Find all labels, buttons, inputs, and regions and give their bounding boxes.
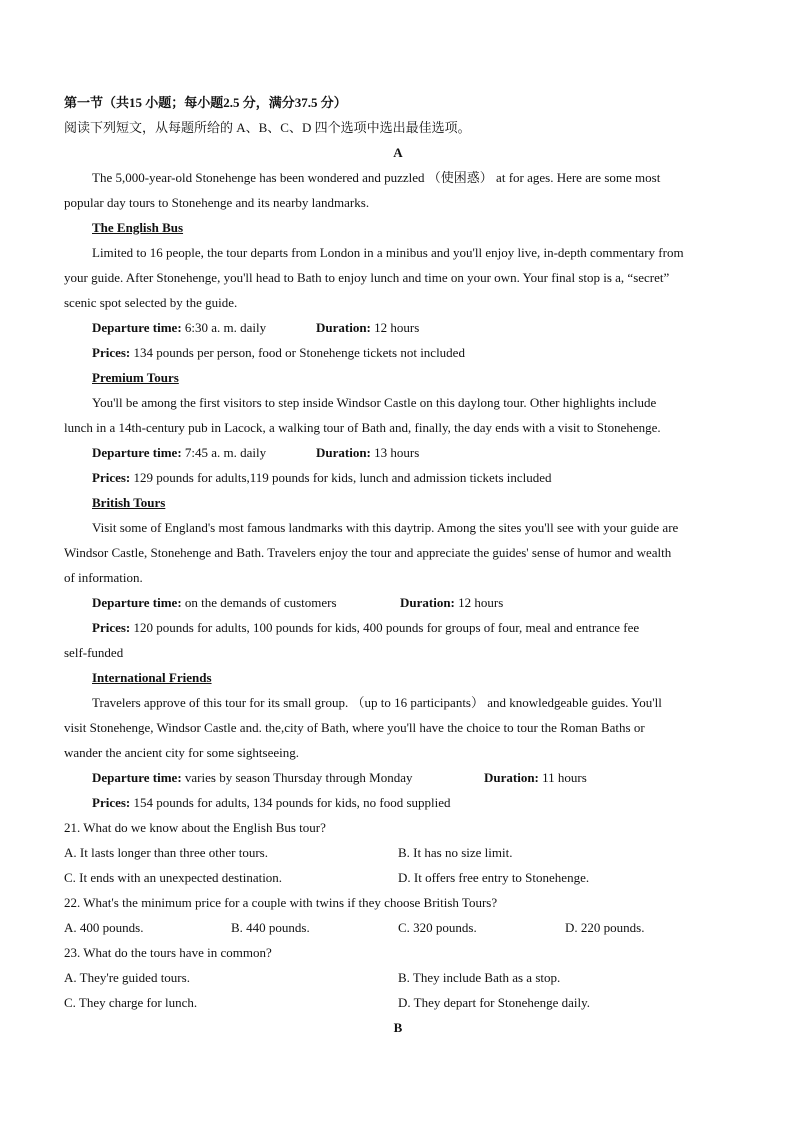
option-c: C. 320 pounds. — [398, 920, 477, 935]
tour-departure-row — [64, 440, 732, 465]
question-stem: 21. What do we know about the English Bus tour? — [64, 820, 326, 835]
duration-label: Duration: — [484, 770, 539, 785]
prices-value: 129 pounds for adults,119 pounds for kids, lunch and admission tickets included — [133, 470, 552, 485]
prices-value: 120 pounds for adults, 100 pounds for kids, 400 pounds for groups of four, meal and entrance fee — [133, 620, 640, 635]
passage-b-letter: B — [393, 1020, 403, 1035]
tour-prices-row — [64, 790, 732, 815]
tour-name-english-bus: The English Bus — [92, 220, 184, 235]
passage-a-letter: A — [393, 145, 403, 160]
duration-value: 12 hours — [374, 320, 420, 335]
prices-label: Prices: — [92, 345, 131, 360]
option-b: B. 440 pounds. — [231, 920, 310, 935]
tour-prices-row — [64, 340, 732, 365]
tour-desc-line: visit Stonehenge, Windsor Castle and. the,city of Bath, where you'll have the choice to tour the Roman Baths or — [64, 720, 645, 735]
tour-desc-line: your guide. After Stonehenge, you'll head to Bath to enjoy lunch and time on your own. Your final stop is a, “secret” — [64, 270, 670, 285]
departure-value: 7:45 a. m. daily — [184, 445, 267, 460]
tour-desc-line: Limited to 16 people, the tour departs from London in a minibus and you'll enjoy live, in-depth commentary from — [92, 245, 684, 260]
passage-intro-line: The 5,000-year-old Stonehenge has been wondered and puzzled （使困惑） at for ages. Here are some most — [92, 170, 661, 185]
option-c: C. They charge for lunch. — [64, 995, 198, 1010]
passage-intro-line: popular day tours to Stonehenge and its nearby landmarks. — [64, 195, 370, 210]
departure-value: 6:30 a. m. daily — [184, 320, 267, 335]
question-stem: 23. What do the tours have in common? — [64, 945, 272, 960]
prices-label: Prices: — [92, 795, 131, 810]
tour-departure-row — [64, 765, 732, 790]
section-title: 第一节（共15 小题；每小题2.5 分，满分37.5 分） — [64, 95, 347, 110]
departure-label: Departure time: — [92, 320, 182, 335]
duration-value: 13 hours — [374, 445, 420, 460]
tour-departure-row — [64, 315, 732, 340]
options-row — [64, 965, 732, 990]
tour-desc-line: wander the ancient city for some sightseeing. — [64, 745, 300, 760]
tour-desc-line: lunch in a 14th-century pub in Lacock, a walking tour of Bath and, finally, the day ends with a visit to Stonehenge. — [64, 420, 661, 435]
departure-value: varies by season Thursday through Monday — [184, 770, 413, 785]
tour-name-british-tours: British Tours — [92, 495, 166, 510]
duration-label: Duration: — [400, 595, 455, 610]
tour-name-international-friends: International Friends — [92, 670, 212, 685]
options-row — [64, 915, 732, 940]
option-a: A. 400 pounds. — [64, 920, 144, 935]
prices-label: Prices: — [92, 620, 131, 635]
tour-desc-line: of information. — [64, 570, 143, 585]
options-row — [64, 840, 732, 865]
option-d: D. 220 pounds. — [565, 920, 645, 935]
departure-label: Departure time: — [92, 595, 182, 610]
duration-value: 12 hours — [458, 595, 504, 610]
options-row — [64, 990, 732, 1015]
option-a: A. It lasts longer than three other tours. — [64, 845, 268, 860]
tour-name-premium-tours: Premium Tours — [92, 370, 179, 385]
prices-value: 134 pounds per person, food or Stonehenge tickets not included — [133, 345, 465, 360]
departure-label: Departure time: — [92, 770, 182, 785]
duration-label: Duration: — [316, 445, 371, 460]
duration-value: 11 hours — [542, 770, 587, 785]
option-c: C. It ends with an unexpected destination. — [64, 870, 283, 885]
question-stem: 22. What's the minimum price for a couple with twins if they choose British Tours? — [64, 895, 498, 910]
option-b: B. They include Bath as a stop. — [398, 970, 561, 985]
options-row — [64, 865, 732, 890]
tour-departure-row — [64, 590, 732, 615]
option-d: D. It offers free entry to Stonehenge. — [398, 870, 590, 885]
tour-prices-row — [64, 615, 732, 640]
departure-value: on the demands of customers — [184, 595, 337, 610]
tour-desc-line: Visit some of England's most famous landmarks with this daytrip. Among the sites you'll see with your guide are — [92, 520, 679, 535]
prices-value: 154 pounds for adults, 134 pounds for kids, no food supplied — [133, 795, 451, 810]
exam-page — [64, 90, 732, 1040]
tour-desc-line: scenic spot selected by the guide. — [64, 295, 238, 310]
tour-prices-row — [64, 465, 732, 490]
option-a: A. They're guided tours. — [64, 970, 190, 985]
tour-desc-line: Windsor Castle, Stonehenge and Bath. Travelers enjoy the tour and appreciate the guides' sense of humor and wealth — [64, 545, 672, 560]
section-instruction: 阅读下列短文，从每题所给的 A、B、C、D 四个选项中选出最佳选项。 — [64, 120, 471, 135]
duration-label: Duration: — [316, 320, 371, 335]
tour-prices-continued: self-funded — [64, 645, 124, 660]
option-b: B. It has no size limit. — [398, 845, 513, 860]
departure-label: Departure time: — [92, 445, 182, 460]
option-d: D. They depart for Stonehenge daily. — [398, 995, 591, 1010]
tour-desc-line: Travelers approve of this tour for its small group. （up to 16 participants） and knowledgeable guides. You'll — [92, 695, 662, 710]
tour-desc-line: You'll be among the first visitors to step inside Windsor Castle on this daylong tour. Other highlights include — [92, 395, 657, 410]
prices-label: Prices: — [92, 470, 131, 485]
